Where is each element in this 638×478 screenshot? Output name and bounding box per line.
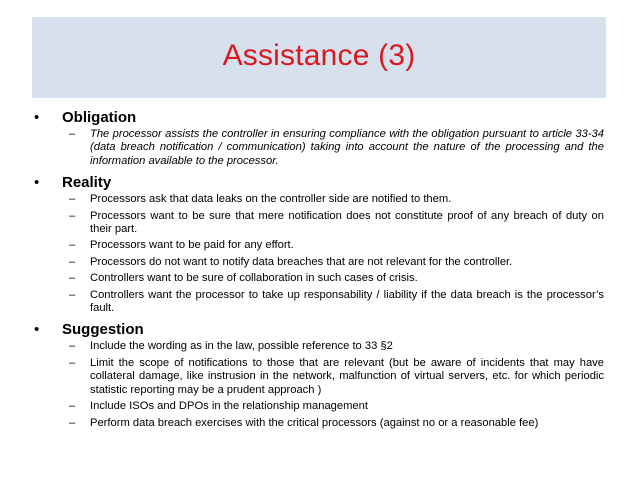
dash-icon: – xyxy=(69,356,76,369)
list-item xyxy=(34,193,604,206)
bullet-icon: • xyxy=(34,174,40,192)
list-item xyxy=(34,289,604,316)
item-text: Processors want to be paid for any effort. xyxy=(90,239,294,252)
item-text: Include the wording as in the law, possible reference to 33 §2 xyxy=(90,340,393,353)
section-obligation xyxy=(34,108,604,168)
item-text: Processors want to be sure that mere notification does not constitute proof of any breach of duty on their part. xyxy=(90,209,604,236)
section-reality xyxy=(34,173,604,315)
item-list xyxy=(34,128,604,168)
list-item xyxy=(34,272,604,285)
bullet-icon: • xyxy=(34,321,40,339)
section-suggestion xyxy=(34,320,604,429)
dash-icon: – xyxy=(69,193,76,206)
list-item xyxy=(34,357,604,397)
heading-label: Suggestion xyxy=(62,321,144,339)
dash-icon: – xyxy=(69,209,76,222)
bullet-icon: • xyxy=(34,109,40,126)
item-text: The processor assists the controller in ensuring compliance with the obligation pursuant to article 33-34 (data breach notification / communication) taking into account the nature of the processing and the information available to the processor. xyxy=(90,128,604,167)
list-item xyxy=(34,256,604,269)
item-list xyxy=(34,340,604,429)
dash-icon: – xyxy=(69,288,76,301)
dash-icon: – xyxy=(69,340,76,353)
dash-icon: – xyxy=(69,128,76,140)
section-heading xyxy=(34,320,604,339)
item-text: Limit the scope of notifications to those that are relevant (but be aware of incidents that may have collateral damage, like instrusion in the network, malfunction of virtual servers, etc. for which periodic statistic reporting may be a prudent approach ) xyxy=(90,356,604,396)
list-item xyxy=(34,239,604,252)
dash-icon: – xyxy=(69,239,76,252)
item-list xyxy=(34,193,604,315)
item-text: Controllers want to be sure of collaboration in such cases of crisis. xyxy=(90,272,418,285)
item-text: Processors do not want to notify data breaches that are not relevant for the controller. xyxy=(90,255,513,268)
heading-label: Obligation xyxy=(62,109,137,126)
list-item xyxy=(34,400,604,413)
item-text: Include ISOs and DPOs in the relationship management xyxy=(90,400,368,413)
heading-label: Reality xyxy=(62,174,112,192)
list-item xyxy=(34,128,604,168)
list-item xyxy=(34,417,604,430)
section-heading xyxy=(34,173,604,192)
item-text: Perform data breach exercises with the critical processors (against no or a reasonable fee) xyxy=(90,416,539,429)
title-band xyxy=(32,17,606,98)
item-text: Processors ask that data leaks on the controller side are notified to them. xyxy=(90,193,452,206)
dash-icon: – xyxy=(69,416,76,429)
dash-icon: – xyxy=(69,272,76,285)
section-heading xyxy=(34,108,604,127)
list-item xyxy=(34,210,604,237)
slide-content xyxy=(34,108,604,433)
list-item xyxy=(34,340,604,353)
dash-icon: – xyxy=(69,400,76,413)
slide-title: Assistance (3) xyxy=(222,39,416,72)
item-text: Controllers want the processor to take up responsability / liability if the data breach is the processor’s fault. xyxy=(90,288,604,315)
dash-icon: – xyxy=(69,255,76,268)
